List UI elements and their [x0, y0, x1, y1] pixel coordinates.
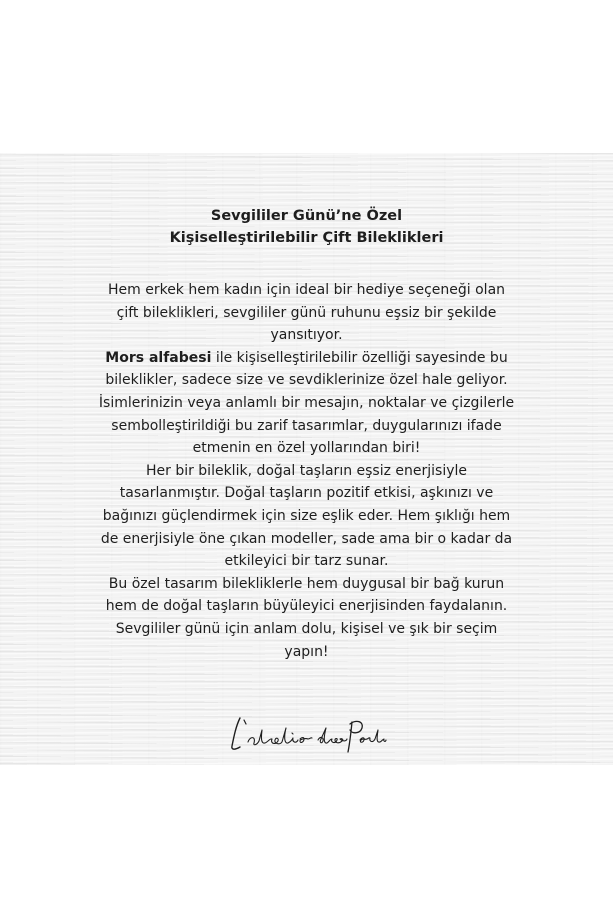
title-line-2: Kişiselleştirilebilir Çift Bileklikleri	[169, 230, 444, 246]
body-line-rest: ile kişiselleştirilebilir özelliği sayesinde bu	[211, 349, 508, 366]
body-line: de enerjisiyle öne çıkan modeller, sade ama bir o kadar da	[100, 530, 513, 547]
morse-highlight: Mors alfabesi	[105, 349, 212, 366]
body-line: yapın!	[284, 643, 329, 660]
title	[0, 205, 613, 249]
body-line: bağınızı güçlendirmek için size eşlik eder. Hem şıklığı hem	[102, 507, 511, 524]
brand-signature-logo	[226, 712, 388, 756]
body-line: sembolleştirildiği bu zarif tasarımlar, duygularınızı ifade	[111, 417, 502, 434]
body-line: tasarlanmıştır. Doğal taşların pozitif etkisi, aşkınızı ve	[119, 485, 494, 502]
body-line: İsimlerinizin veya anlamlı bir mesajın, noktalar ve çizgilerle	[98, 394, 515, 411]
body-line: Bu özel tasarım bilekliklerle hem duygusal bir bağ kurun	[108, 575, 505, 592]
body-line: Her bir bileklik, doğal taşların eşsiz enerjisiyle	[145, 462, 468, 479]
body-line: Hem erkek hem kadın için ideal bir hediye seçeneği olan	[107, 282, 506, 298]
body-line: yansıtıyor.	[270, 327, 343, 344]
body-line: etmenin en özel yollarından biri!	[192, 440, 421, 457]
body-line-morse	[66, 347, 547, 370]
body-line: Sevgililer günü için anlam dolu, kişisel ve şık bir seçim	[115, 620, 498, 637]
title-line-1: Sevgililer Günü’ne Özel	[210, 208, 403, 224]
body-line: etkileyici bir tarz sunar.	[224, 553, 389, 570]
description-body	[66, 279, 547, 663]
body-line: çift bileklikleri, sevgililer günü ruhunu eşsiz bir şekilde	[116, 304, 497, 321]
signature-script	[226, 712, 388, 756]
body-line: bileklikler, sadece size ve sevdiklerinize özel hale geliyor.	[105, 372, 508, 389]
body-line: hem de doğal taşların büyüleyici enerjisinden faydalanın.	[105, 598, 508, 615]
